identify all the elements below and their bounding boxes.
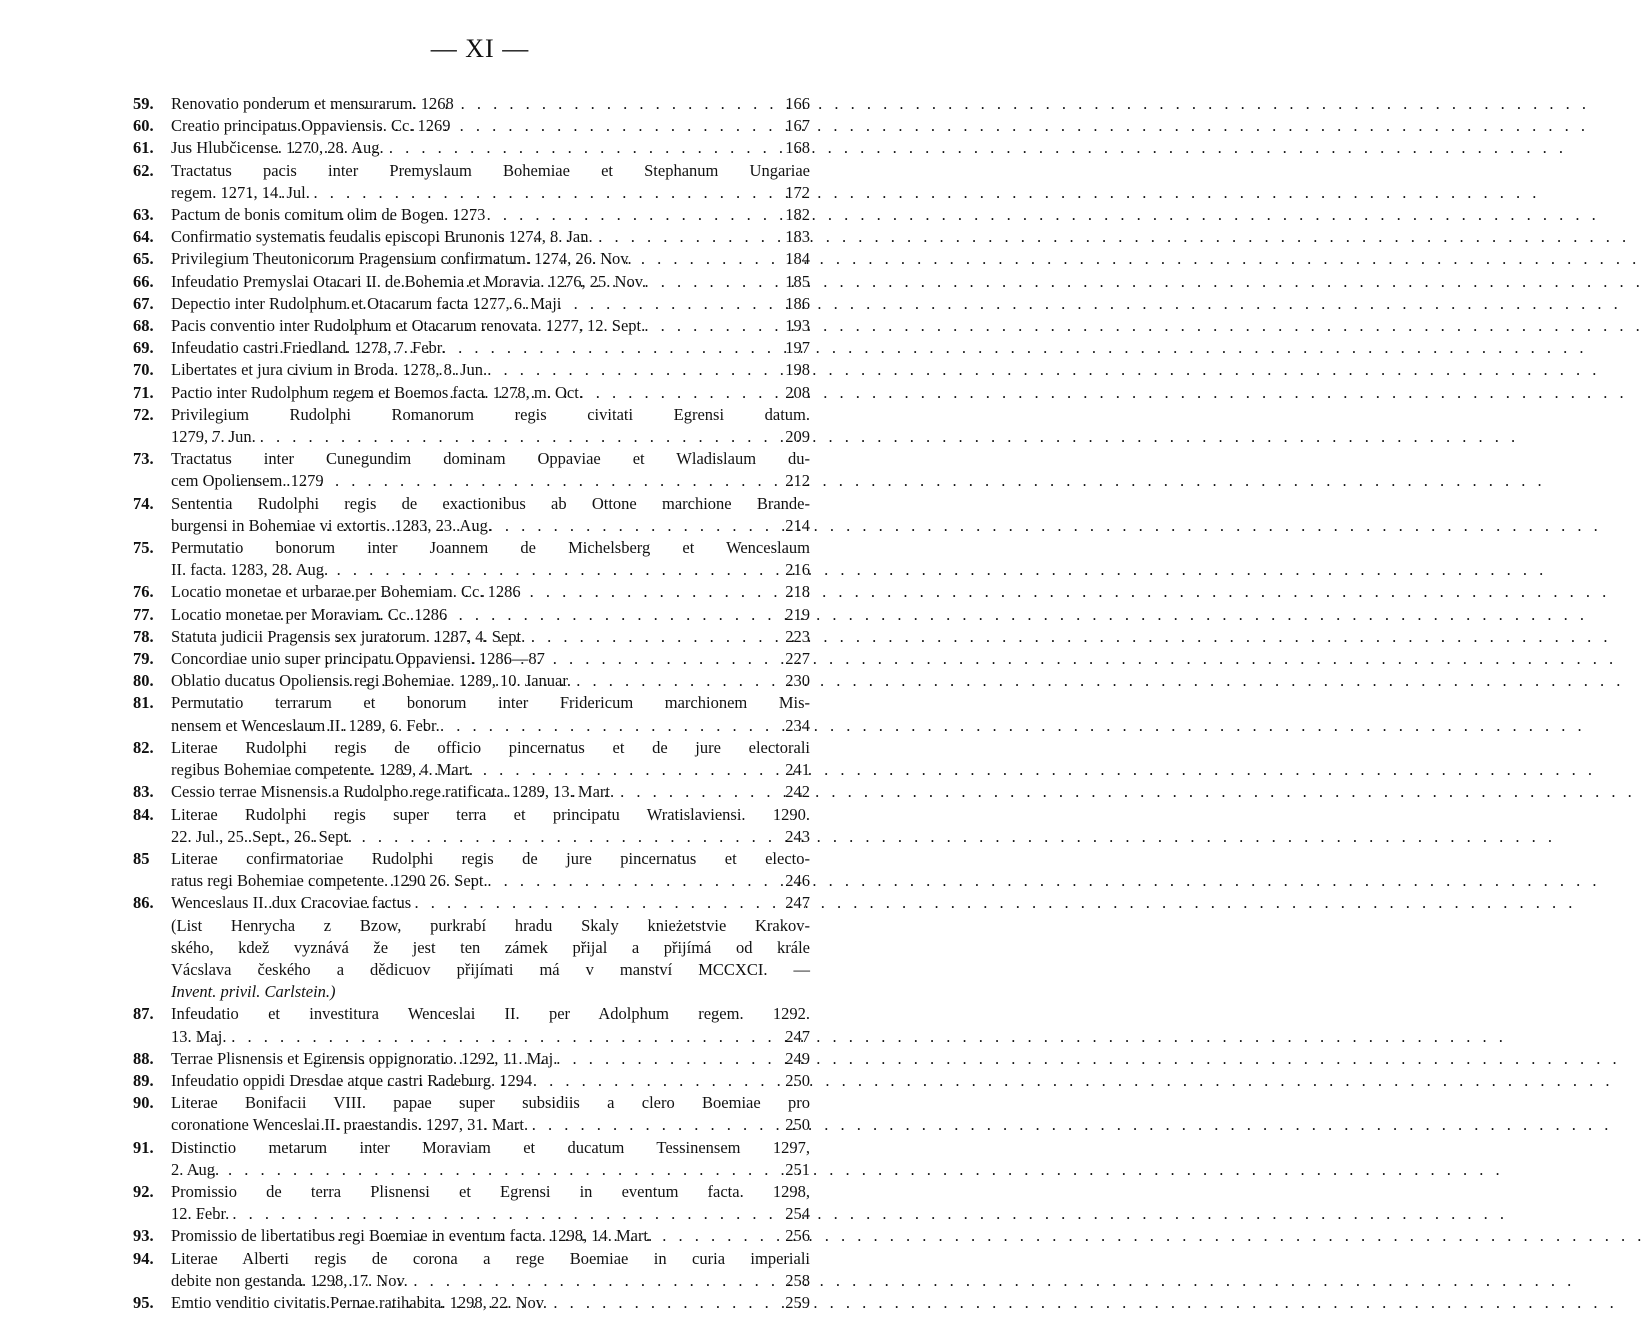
entry-line <box>171 670 810 692</box>
dot-leader <box>313 670 781 692</box>
page-number: 198 <box>785 360 810 380</box>
entry-number: 65. <box>133 249 154 269</box>
entry-line <box>171 448 810 470</box>
page-number: 243 <box>785 826 810 846</box>
entry-body <box>171 1048 810 1070</box>
entry-number: 74. <box>133 493 154 513</box>
dot-leader <box>197 1203 781 1225</box>
dot-leader <box>334 1225 781 1247</box>
toc-entry <box>133 1048 810 1070</box>
entry-body <box>171 160 810 204</box>
page-number: 251 <box>785 1159 810 1179</box>
entry-title: Infeudatio Premyslai Otacari II. de Bohemia et Moravia. 1276, 25. Nov. <box>171 271 647 291</box>
toc-entry <box>133 493 810 537</box>
entry-line <box>171 515 810 537</box>
entry-body <box>171 115 810 137</box>
entry-title: Promissio de libertatibus regi Boemiae in eventum facta. 1298, 14. Mart. <box>171 1226 653 1246</box>
toc-entry <box>133 359 810 381</box>
entry-number: 61. <box>133 138 154 158</box>
entry-number: 80. <box>133 671 154 691</box>
entry-body <box>171 293 810 315</box>
entry-body <box>171 204 810 226</box>
entry-title: Emtio venditio civitatis Pernae ratihabita. 1298, 22. Nov. <box>171 1292 548 1312</box>
entry-title: 13. Maj. <box>171 1026 227 1046</box>
entry-number: 89. <box>133 1070 154 1090</box>
entry-line <box>171 226 810 248</box>
entry-body <box>171 93 810 115</box>
entry-line <box>171 293 810 315</box>
dot-leader <box>193 1159 782 1181</box>
entry-number: 64. <box>133 227 154 247</box>
entry-line <box>171 1114 810 1136</box>
entry-title: Permutatio terrarum et bonorum inter Fridericum marchionem Mis- <box>171 693 810 713</box>
dot-leader <box>309 1048 781 1070</box>
entry-title: Invent. privil. Carlstein.) <box>171 982 336 1002</box>
entry-title: Literae Bonifacii VIII. papae super subsidiis a clero Boemiae pro <box>171 1093 810 1113</box>
toc-entry <box>133 315 810 337</box>
page-number: 216 <box>785 560 810 580</box>
page-number: 234 <box>785 715 810 735</box>
entry-line <box>171 470 810 492</box>
dot-leader <box>289 204 782 226</box>
entry-title: Pactio inter Rudolphum regem et Boemos facta. 1278, m. Oct. <box>171 382 583 402</box>
toc-entry <box>133 293 810 315</box>
entry-title: Creatio principatus Oppaviensis. Cc. 1269 <box>171 116 451 136</box>
dot-leader <box>256 137 781 159</box>
entry-number: 78. <box>133 626 154 646</box>
toc-entry <box>133 626 810 648</box>
entry-title: cem Opoliensem. 1279 <box>171 471 324 491</box>
toc-entry <box>133 737 810 781</box>
page-number: 256 <box>785 1226 810 1246</box>
entry-title: Terrae Plisnensis et Egirensis oppignoratio. 1292, 11. Maj. <box>171 1048 558 1068</box>
page-number: 247 <box>785 893 810 913</box>
entry-body <box>171 604 810 626</box>
dot-leader <box>245 826 781 848</box>
toc-entry <box>133 1292 810 1314</box>
entry-title: Concordiae unio super principatu Oppaviensi. 1286—87 <box>171 649 545 669</box>
entry-body <box>171 1292 810 1314</box>
toc-entry <box>133 581 810 603</box>
entry-line <box>171 493 810 515</box>
entry-line <box>171 781 810 803</box>
toc-entry <box>133 271 810 293</box>
entry-body <box>171 271 810 293</box>
dot-leader <box>234 470 781 492</box>
entry-title: Tractatus pacis inter Premyslaum Bohemiae et Stephanum Ungariae <box>171 160 810 180</box>
entry-line <box>171 648 810 670</box>
page-number: 219 <box>785 604 810 624</box>
entry-title: Promissio de terra Plisnensi et Egrensi in eventum facta. 1298, <box>171 1181 810 1201</box>
entry-title: Literae Rudolphi regis super terra et principatu Wratislaviensi. 1290. <box>171 804 810 824</box>
dot-leader <box>333 271 781 293</box>
entry-number: 62. <box>133 160 154 180</box>
entry-number: 83. <box>133 782 154 802</box>
entry-line <box>171 137 810 159</box>
entry-line <box>171 1048 810 1070</box>
entry-line <box>171 937 810 959</box>
entry-body <box>171 315 810 337</box>
page-number: 185 <box>785 271 810 291</box>
entry-line <box>171 737 810 759</box>
toc-entry <box>133 382 810 404</box>
toc-entry <box>133 692 810 736</box>
entry-body <box>171 137 810 159</box>
entry-line <box>171 115 810 137</box>
entry-line <box>171 559 810 581</box>
page-number: 259 <box>785 1292 810 1312</box>
entry-body <box>171 892 810 1003</box>
entry-line <box>171 1248 810 1270</box>
entry-title: (List Henrycha z Bzow, purkrabí hradu Skaly knieżetstvie Krakov- <box>171 915 810 935</box>
dot-leader <box>333 315 782 337</box>
page-number: 197 <box>785 338 810 358</box>
entry-body <box>171 1248 810 1292</box>
entry-line <box>171 1159 810 1181</box>
toc-entry <box>133 137 810 159</box>
entry-title: nensem et Wenceslaum II. 1289, 6. Febr. <box>171 715 440 735</box>
toc-entry <box>133 1003 810 1047</box>
page-number: 254 <box>785 1204 810 1224</box>
entry-title: Wenceslaus II. dux Cracoviae factus <box>171 893 412 913</box>
toc-entry <box>133 781 810 803</box>
entry-line <box>171 337 810 359</box>
page-number: 186 <box>785 293 810 313</box>
entry-number: 95. <box>133 1292 154 1312</box>
page-number: 241 <box>785 760 810 780</box>
toc-entry <box>133 648 810 670</box>
entry-line <box>171 426 810 448</box>
entry-body <box>171 1092 810 1136</box>
toc-entry <box>133 537 810 581</box>
entry-body <box>171 1003 810 1047</box>
page-number: 167 <box>785 116 810 136</box>
entry-line <box>171 204 810 226</box>
page-number: 250 <box>785 1115 810 1135</box>
page-number: 247 <box>785 1026 810 1046</box>
dot-leader <box>278 115 781 137</box>
entry-line <box>171 892 810 914</box>
entry-number: 60. <box>133 116 154 136</box>
entry-line <box>171 870 810 892</box>
entry-title: Locatio monetae et urbarae per Bohemiam. Cc. 1286 <box>171 582 521 602</box>
page-number: 249 <box>785 1048 810 1068</box>
entry-number: 70. <box>133 360 154 380</box>
entry-body <box>171 1225 810 1247</box>
entry-line <box>171 1003 810 1025</box>
entry-line <box>171 93 810 115</box>
toc-entry <box>133 1137 810 1181</box>
entry-number: 71. <box>133 382 154 402</box>
dot-leader <box>291 515 782 537</box>
page-number: 250 <box>785 1070 810 1090</box>
entry-line <box>171 359 810 381</box>
entry-title: coronatione Wenceslai II. praestandis. 1297, 31. Mart. <box>171 1115 529 1135</box>
page-number: 230 <box>785 671 810 691</box>
toc-entry <box>133 93 810 115</box>
toc-entry <box>133 115 810 137</box>
entry-title: Infeudatio oppidi Dresdae atque castri Radeburg. 1294 <box>171 1070 533 1090</box>
entry-title: Privilegium Rudolphi Romanorum regis civitati Egrensi datum. <box>171 404 810 424</box>
entry-line <box>171 271 810 293</box>
entry-body <box>171 1137 810 1181</box>
entry-number: 75. <box>133 538 154 558</box>
page-number: 193 <box>785 316 810 336</box>
entry-line <box>171 1292 810 1314</box>
entry-title: Distinctio metarum inter Moraviam et ducatum Tessinensem 1297, <box>171 1137 810 1157</box>
entry-body <box>171 692 810 736</box>
entry-line <box>171 1092 810 1114</box>
entry-title: Confirmatio systematis feudalis episcopi Brunonis 1274, 8. Jan. <box>171 227 593 247</box>
entry-title: 22. Jul., 25. Sept., 26. Sept. <box>171 826 353 846</box>
page-number: 182 <box>785 205 810 225</box>
dot-leader <box>311 293 782 315</box>
entry-line <box>171 382 810 404</box>
entry-number: 73. <box>133 449 154 469</box>
toc-entry <box>133 160 810 204</box>
dot-leader <box>208 426 781 448</box>
entry-line <box>171 804 810 826</box>
entry-title: 2. Aug. <box>171 1159 220 1179</box>
entry-line <box>171 1070 810 1092</box>
dot-leader <box>277 604 781 626</box>
dot-leader <box>279 93 781 115</box>
page-number: 183 <box>785 227 810 247</box>
entry-title: II. facta. 1283, 28. Aug. <box>171 560 329 580</box>
page-number: 168 <box>785 138 810 158</box>
dot-leader <box>276 337 781 359</box>
entry-line <box>171 759 810 781</box>
dot-leader <box>264 1270 781 1292</box>
entry-title: Locatio monetae per Moraviam. Cc. 1286 <box>171 604 448 624</box>
entry-title: Tractatus inter Cunegundim dominam Oppaviae et Wladislaum du- <box>171 449 810 469</box>
entry-title: Depectio inter Rudolphum et Otacarum facta 1277, 6. Maji <box>171 293 562 313</box>
page-number: 227 <box>785 649 810 669</box>
entry-line <box>171 1203 810 1225</box>
entry-body <box>171 493 810 537</box>
entry-line <box>171 1137 810 1159</box>
dot-leader <box>196 1026 782 1048</box>
entry-line <box>171 404 810 426</box>
entry-line <box>171 248 810 270</box>
page-number: 184 <box>785 249 810 269</box>
toc-entry <box>133 892 810 1003</box>
entry-number: 91. <box>133 1137 154 1157</box>
dot-leader <box>325 781 782 803</box>
toc-entry <box>133 204 810 226</box>
entry-title: Literae Alberti regis de corona a rege Boemiae in curia imperiali <box>171 1248 810 1268</box>
entry-line <box>171 604 810 626</box>
dot-leader <box>319 226 781 248</box>
dot-leader <box>329 248 781 270</box>
dot-leader <box>307 1292 782 1314</box>
toc-entry <box>133 1225 810 1247</box>
entry-title: Statuta judicii Pragensis sex juratorum. 1287, 4. Sept. <box>171 626 526 646</box>
entry-title: Permutatio bonorum inter Joannem de Michelsberg et Wenceslaum <box>171 538 810 558</box>
entry-body <box>171 626 810 648</box>
dot-leader <box>299 581 781 603</box>
entry-line <box>171 581 810 603</box>
entry-number: 69. <box>133 338 154 358</box>
entry-title: ratus regi Bohemiae competente. 1290 26. Sept. <box>171 871 488 891</box>
entry-body <box>171 382 810 404</box>
entry-number: 84. <box>133 804 154 824</box>
dot-leader <box>301 1114 781 1136</box>
page-number: 208 <box>785 382 810 402</box>
entry-line <box>171 1270 810 1292</box>
entry-title: 1279, 7. Jun. <box>171 427 256 447</box>
dot-leader <box>236 559 781 581</box>
entry-number: 63. <box>133 205 154 225</box>
entry-body <box>171 226 810 248</box>
entry-title: ského, kdež vyznává že jest ten zámek přijal a přijímá od krále <box>171 937 810 957</box>
page-number: 218 <box>785 582 810 602</box>
page-number: 258 <box>785 1270 810 1290</box>
toc-entry <box>133 448 810 492</box>
entry-line <box>171 915 810 937</box>
entry-body <box>171 1181 810 1225</box>
dot-leader <box>302 1070 781 1092</box>
entry-number: 77. <box>133 604 154 624</box>
page-number: 242 <box>785 782 810 802</box>
entry-number: 81. <box>133 693 154 713</box>
entry-line <box>171 1026 810 1048</box>
entry-number: 79. <box>133 649 154 669</box>
entry-title: Renovatio ponderum et mensurarum. 1268 <box>171 94 454 113</box>
entry-title: Infeudatio et investitura Wenceslai II. per Adolphum regem. 1292. <box>171 1004 810 1024</box>
page-number: 246 <box>785 871 810 891</box>
page-number: 212 <box>785 471 810 491</box>
entry-line <box>171 959 810 981</box>
entry-line <box>171 981 810 1003</box>
entry-number: 68. <box>133 316 154 336</box>
entry-line <box>171 182 810 204</box>
entry-number: 93. <box>133 1226 154 1246</box>
toc-entry <box>133 848 810 892</box>
page-number: 172 <box>785 182 810 202</box>
entry-title: 12. Febr. <box>171 1204 230 1224</box>
dot-leader <box>265 892 781 914</box>
entry-number: 90. <box>133 1093 154 1113</box>
entry-number: 82. <box>133 737 154 757</box>
toc-entry <box>133 248 810 270</box>
dot-leader <box>229 182 781 204</box>
entry-body <box>171 804 810 848</box>
entry-number: 72. <box>133 404 154 424</box>
entry-number: 92. <box>133 1181 154 1201</box>
entry-body <box>171 448 810 492</box>
entry-title: debite non gestanda. 1298, 17. Nov. <box>171 1270 408 1290</box>
page-number: 209 <box>785 427 810 447</box>
page-number: 166 <box>785 94 810 113</box>
entry-line <box>171 160 810 182</box>
entry-number: 87. <box>133 1004 154 1024</box>
entry-body <box>171 581 810 603</box>
toc-entry <box>133 404 810 448</box>
toc-entry <box>133 1070 810 1092</box>
page-header: — XI — <box>430 34 530 63</box>
entry-title: regibus Bohemiae competente. 1289, 4. Mart. <box>171 760 473 780</box>
entry-body <box>171 359 810 381</box>
entry-line <box>171 848 810 870</box>
entry-title: Libertates et jura civium in Broda. 1278, 8. Jun. <box>171 360 488 380</box>
entry-body <box>171 248 810 270</box>
entry-line <box>171 1225 810 1247</box>
toc-entry <box>133 804 810 848</box>
entry-line <box>171 826 810 848</box>
dot-leader <box>274 715 781 737</box>
entry-title: Privilegium Theutonicorum Pragensium confirmatum. 1274, 26. Nov. <box>171 249 632 269</box>
entry-number: 85 <box>133 848 150 868</box>
entry-number: 76. <box>133 582 154 602</box>
entry-body <box>171 1070 810 1092</box>
entry-number: 86. <box>133 893 154 913</box>
entry-title: Infeudatio castri Friedland. 1278, 7. Febr. <box>171 338 446 358</box>
entry-title: Vácslava českého a dědicuov přijímati má v manství MCCXCI. — <box>171 959 810 979</box>
entry-body <box>171 781 810 803</box>
toc-entry <box>133 1092 810 1136</box>
entry-title: Literae Rudolphi regis de officio pincernatus et de jure electorali <box>171 737 810 757</box>
entry-title: Sententia Rudolphi regis de exactionibus ab Ottone marchione Brande- <box>171 493 810 513</box>
page-number: 223 <box>785 626 810 646</box>
entry-title: burgensi in Bohemiae vi extortis. 1283, 23. Aug. <box>171 515 492 535</box>
toc-entry <box>133 604 810 626</box>
page-number: 214 <box>785 515 810 535</box>
entry-line <box>171 1181 810 1203</box>
entry-title: Pactum de bonis comitum olim de Bogen. 1273 <box>171 205 486 225</box>
entry-line <box>171 626 810 648</box>
entry-number: 66. <box>133 271 154 291</box>
dot-leader <box>316 382 781 404</box>
entry-number: 59. <box>133 94 154 113</box>
entry-title: Jus Hlubčicense. 1270, 28. Aug. <box>171 138 384 158</box>
entry-body <box>171 648 810 670</box>
dot-leader <box>300 626 781 648</box>
entry-body <box>171 337 810 359</box>
toc-entry <box>133 226 810 248</box>
table-of-contents <box>133 93 810 1314</box>
entry-title: Literae confirmatoriae Rudolphi regis de jure pincernatus et electo- <box>171 848 810 868</box>
entry-number: 88. <box>133 1048 154 1068</box>
entry-body <box>171 670 810 692</box>
dot-leader <box>285 759 781 781</box>
toc-entry <box>133 1181 810 1225</box>
entry-title: regem. 1271, 14. Jul. <box>171 182 310 202</box>
toc-entry <box>133 1248 810 1292</box>
toc-entry <box>133 337 810 359</box>
entry-title: Pacis conventio inter Rudolphum et Otacarum renovata. 1277, 12. Sept. <box>171 316 646 336</box>
entry-number: 67. <box>133 293 154 313</box>
entry-line <box>171 692 810 714</box>
dot-leader <box>289 870 781 892</box>
entry-line <box>171 315 810 337</box>
entry-body <box>171 404 810 448</box>
entry-title: Oblatio ducatus Opoliensis regi Bohemiae. 1289, 10. Januar. <box>171 671 572 691</box>
entry-title: Cessio terrae Misnensis a Rudolpho rege ratificata. 1289, 13. Mart. <box>171 782 615 802</box>
dot-leader <box>289 359 781 381</box>
entry-line <box>171 715 810 737</box>
entry-body <box>171 537 810 581</box>
dot-leader <box>306 648 781 670</box>
entry-body <box>171 737 810 781</box>
entry-line <box>171 537 810 559</box>
entry-number: 94. <box>133 1248 154 1268</box>
toc-entry <box>133 670 810 692</box>
entry-body <box>171 848 810 892</box>
